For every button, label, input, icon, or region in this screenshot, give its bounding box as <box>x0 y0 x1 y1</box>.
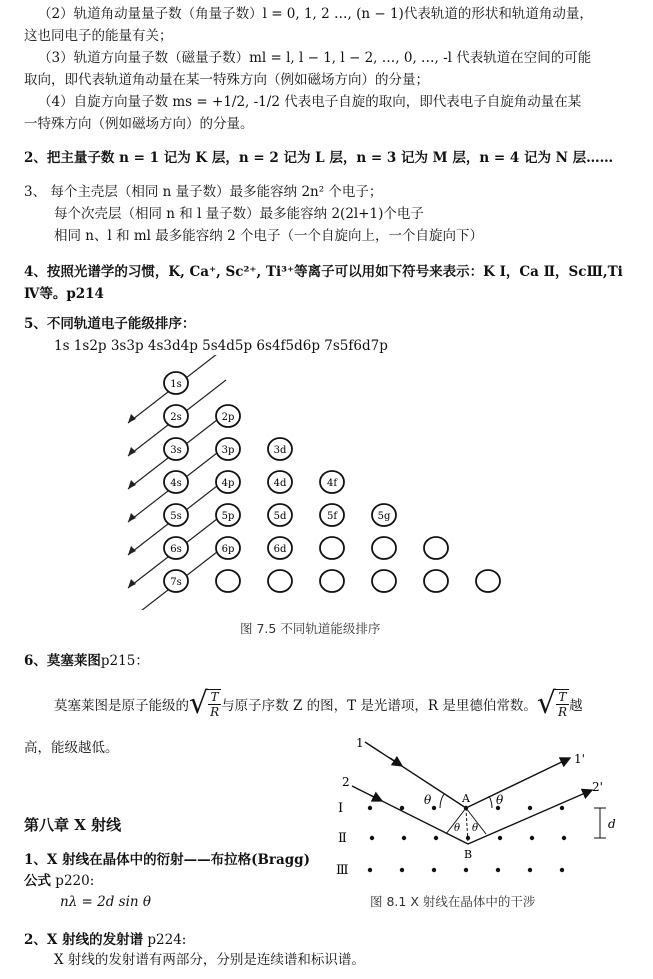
frac-denominator: R <box>558 705 568 719</box>
lattice-point <box>368 806 372 810</box>
theta-label-left: θ <box>424 793 432 807</box>
point-label-b: B <box>464 848 473 861</box>
orbital-label: 7s <box>170 577 182 588</box>
quantum-ml-line2: 取向，即代表轨道角动量在某一特殊方向（例如磁场方向）的分量； <box>24 72 429 88</box>
frac-numerator: T <box>556 690 569 705</box>
lattice-point <box>464 806 468 810</box>
lattice-point <box>464 868 468 872</box>
item5-sequence: 1s 1s2p 3s3p 4s3d4p 5s4d5p 6s4f5d6p 7s5f6d7p <box>54 338 388 354</box>
lattice-point <box>496 868 500 872</box>
item6-text-d: 高，能级越低。 <box>24 740 119 756</box>
ray-label-1: 1 <box>356 738 364 750</box>
item4-line1: 4、按照光谱学的习惯，K, Ca⁺, Sc²⁺, Ti³⁺等离子可以用如下符号来表示：K Ⅰ，Ca Ⅱ，ScⅢ,Ti <box>24 264 623 280</box>
quantum-ms-line2: 一特殊方向（例如磁场方向）的分量。 <box>24 116 254 132</box>
item4-line2: Ⅳ等。p214 <box>24 286 104 302</box>
chapter8-sub1-line2 <box>24 871 94 891</box>
item6-text-c: 越 <box>569 698 583 714</box>
item6-text-a: 莫塞莱图是原子能级的 <box>54 698 189 714</box>
orbital-label: 6d <box>273 544 287 555</box>
lattice-point <box>560 868 564 872</box>
orbital-label: 3p <box>221 445 235 456</box>
ray-label-2-prime: 2' <box>592 780 603 794</box>
ray-label-2: 2 <box>342 775 350 789</box>
orbital-label: 5f <box>326 511 338 522</box>
theta-label-right: θ <box>496 793 504 807</box>
item3-line2: 每个次壳层（相同 n 和 l 量子数）最多能容纳 2(2l+1)个电子 <box>54 206 424 222</box>
chapter8-formula-label: 公式 <box>24 873 51 889</box>
orbital-label: 4p <box>221 478 235 489</box>
quantum-l-line1: （2）轨道角动量量子数（角量子数）l = 0, 1, 2 …, (n − 1)代表轨道的形状和轨道角动量， <box>38 6 593 22</box>
item6-page: p215： <box>100 653 149 669</box>
orbital-label: 4d <box>273 478 287 489</box>
chapter8-sub2-text: X 射线的发射谱有两部分，分别是连续谱和标识谱。 <box>54 952 365 968</box>
quantum-ms-line1: （4）自旋方向量子数 ms = +1/2, -1/2 代表电子自旋的取向，即代表电子自旋角动量在某 <box>38 94 582 110</box>
orbital-label: 6s <box>170 544 182 555</box>
layer-label-1: Ⅰ <box>338 801 344 816</box>
incident-arrow-2 <box>370 795 382 801</box>
lattice-point <box>434 836 438 840</box>
orbital-circle <box>476 570 500 592</box>
chapter8-sub1-page: p220: <box>55 873 95 889</box>
frac-numerator: T <box>208 690 221 705</box>
theta-label-inner-right: θ <box>472 823 479 834</box>
lattice-point <box>400 806 404 810</box>
lattice-point <box>368 868 372 872</box>
chapter8-sub2-heading: 2、X 射线的发射谱 <box>24 932 144 948</box>
orbital-label: 5d <box>273 511 287 522</box>
point-label-a: A <box>462 792 470 805</box>
item6-sentence <box>54 684 583 724</box>
arrow-head <box>128 579 136 588</box>
lattice-point <box>498 836 502 840</box>
lattice-point <box>560 806 564 810</box>
orbital-circle <box>216 570 240 592</box>
orbital-label: 5g <box>377 511 391 522</box>
lattice-point <box>466 836 470 840</box>
item6-text-b: 与原子序数 Z 的图，T 是光谱项，R 是里德伯常数。 <box>221 698 537 714</box>
arrow-head <box>128 447 136 456</box>
frac-denominator: R <box>210 705 220 719</box>
bragg-diagram <box>330 738 650 888</box>
item6-heading-line <box>24 651 149 671</box>
chapter8-sub2-page: p224: <box>147 932 187 948</box>
layer-label-3: Ⅲ <box>336 863 349 878</box>
chapter8-sub1-line1: 1、X 射线在晶体中的衍射——布拉格(Bragg) <box>24 852 310 868</box>
reflected-ray-1 <box>466 758 570 808</box>
theta-arc-left <box>440 794 444 808</box>
theta-arc-right <box>489 796 492 808</box>
arrow-head <box>128 414 136 423</box>
incident-arrow-1 <box>390 758 402 766</box>
orbital-label: 3d <box>273 445 287 456</box>
theta-label-inner-left: θ <box>454 823 461 834</box>
d-spacing-label: d <box>608 817 616 831</box>
incident-ray-1 <box>365 742 466 808</box>
lattice-point <box>400 868 404 872</box>
orbital-label: 5p <box>221 511 235 522</box>
orbital-label: 4s <box>170 478 182 489</box>
arrow-head <box>128 546 136 555</box>
orbital-label: 2s <box>170 412 182 423</box>
orbital-label: 3s <box>170 445 182 456</box>
lattice-point <box>432 868 436 872</box>
lattice-point <box>432 806 436 810</box>
item5-heading: 5、不同轨道电子能级排序： <box>24 316 196 332</box>
lattice-point <box>530 836 534 840</box>
lattice-point <box>528 806 532 810</box>
arrow-head <box>128 513 136 522</box>
sqrt-t-over-r-2: √ $\frac{T}{R}$ <box>536 686 568 721</box>
quantum-l-line2: 这也同电子的能量有关； <box>24 28 173 44</box>
lattice-point <box>528 868 532 872</box>
lattice-point <box>370 836 374 840</box>
item3-line3: 相同 n、l 和 ml 最多能容纳 2 个电子（一个自旋向上，一个自旋向下） <box>54 228 483 244</box>
orbital-label: 4f <box>326 478 338 489</box>
orbital-label: 6p <box>221 544 235 555</box>
orbital-label: 1s <box>170 379 182 390</box>
item3-line1: 3、 每个主壳层（相同 n 量子数）最多能容纳 2n² 个电子； <box>24 184 383 200</box>
orbital-circle <box>320 537 344 559</box>
chapter8-sub2-line <box>24 930 186 950</box>
incident-ray-2 <box>352 786 468 844</box>
orbital-circle <box>320 570 344 592</box>
orbital-circle <box>268 570 292 592</box>
orbital-label: 2p <box>221 412 235 423</box>
bragg-figure-caption: 图 8.1 X 射线在晶体中的干涉 <box>370 894 536 909</box>
orbital-circle <box>372 570 396 592</box>
orbital-label: 5s <box>170 511 182 522</box>
quantum-ml-line1: （3）轨道方向量子数（磁量子数）ml = l, l − 1, l − 2, …, 0, …, -l 代表轨道在空间的可能 <box>38 50 592 66</box>
arrow-head <box>128 480 136 489</box>
item6-heading: 6、莫塞莱图 <box>24 653 101 669</box>
ray-label-1-prime: 1' <box>574 752 585 766</box>
orbital-circle <box>424 537 448 559</box>
sqrt-t-over-r-1: √ $\frac{T}{R}$ <box>189 686 220 721</box>
layer-label-2: Ⅱ <box>338 831 347 846</box>
orbital-order-diagram <box>0 355 653 610</box>
item2-shell-names: 2、把主量子数 n = 1 记为 K 层，n = 2 记为 L 层，n = 3 记为 M 层，n = 4 记为 N 层…… <box>24 150 614 166</box>
orbital-circle <box>424 570 448 592</box>
lattice-point <box>402 836 406 840</box>
orbital-figure-caption: 图 7.5 不同轨道能级排序 <box>240 621 381 636</box>
chapter8-title: 第八章 X 射线 <box>24 816 122 834</box>
orbital-circle <box>372 537 396 559</box>
bragg-formula: nλ = 2d sin θ <box>60 894 152 910</box>
lattice-point <box>562 836 566 840</box>
